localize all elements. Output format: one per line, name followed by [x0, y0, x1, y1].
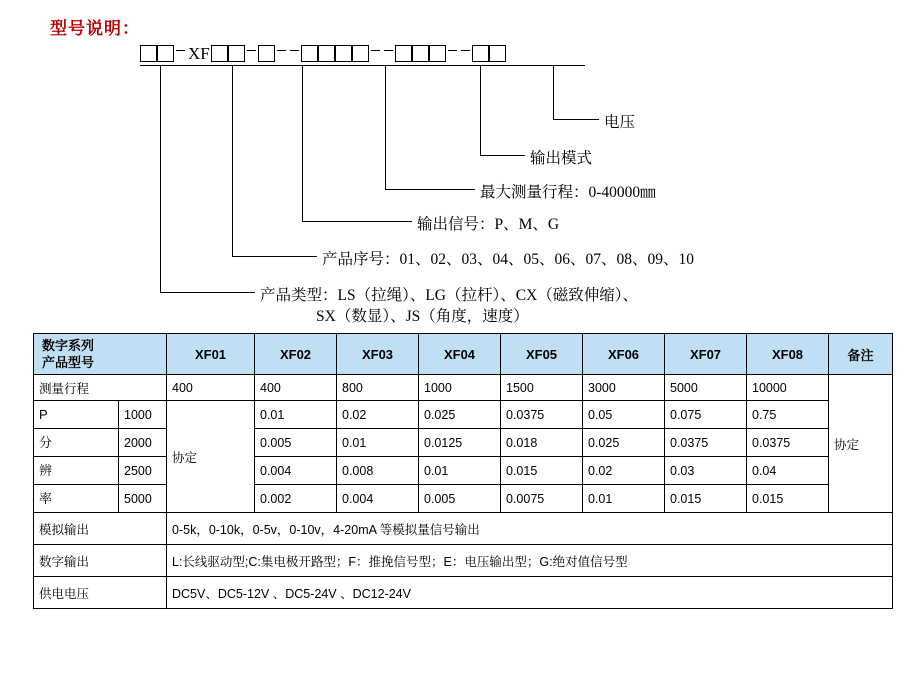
- leader-line-serial-horizontal: [232, 256, 317, 257]
- res2500-xf02: 0.004: [255, 457, 337, 485]
- res2500-xf05: 0.015: [501, 457, 583, 485]
- code-dash: [384, 50, 393, 51]
- table-row-digital-output: [34, 545, 893, 577]
- range-xf08: 10000: [747, 375, 829, 401]
- header-cell-xf04: XF04: [419, 334, 501, 375]
- code-box: [211, 45, 228, 62]
- range-xf01: 400: [167, 375, 255, 401]
- res2500-xf08: 0.04: [747, 457, 829, 485]
- page-title: 型号说明：: [50, 19, 140, 38]
- res2000-xf05: 0.018: [501, 429, 583, 457]
- res1000-xf02: 0.01: [255, 401, 337, 429]
- header-cell-xf03: XF03: [337, 334, 419, 375]
- annotation-max-range: 最大测量行程：0-40000㎜: [480, 184, 656, 201]
- range-xf07: 5000: [665, 375, 747, 401]
- table-row-resolution-2500: [34, 457, 893, 485]
- code-box: [335, 45, 352, 62]
- row-label-measuring-range: 测量行程: [34, 375, 167, 401]
- resolution-pulse-2000: 2000: [119, 429, 167, 457]
- header-cell-xf06: XF06: [583, 334, 665, 375]
- table-header-row: [34, 334, 893, 375]
- annotation-output-mode: 输出模式: [530, 150, 593, 167]
- spec-table: [33, 333, 893, 609]
- annotation-voltage: 电压: [604, 114, 636, 131]
- table-row-resolution-2000: [34, 429, 893, 457]
- model-code-underline: [140, 65, 585, 66]
- table-row-power-supply: [34, 577, 893, 609]
- res5000-xf06: 0.01: [583, 485, 665, 513]
- res1000-xf03: 0.02: [337, 401, 419, 429]
- res5000-xf08: 0.015: [747, 485, 829, 513]
- table-row-analog-output: [34, 513, 893, 545]
- power-supply-value: DC5V、DC5-12V 、DC5-24V 、DC12-24V: [167, 577, 893, 609]
- code-group-signal: [258, 45, 275, 62]
- leader-line-max-range-vertical: [385, 65, 386, 189]
- resolution-xf01-merged: 协定: [167, 401, 255, 513]
- header-cell-series: [34, 334, 167, 375]
- res2000-xf04: 0.0125: [419, 429, 501, 457]
- code-box: [395, 45, 412, 62]
- header-series-line2: 产品型号: [42, 355, 95, 370]
- resolution-label-char-fen: 分: [34, 429, 119, 457]
- res1000-xf07: 0.075: [665, 401, 747, 429]
- leader-line-output-mode-horizontal: [480, 155, 525, 156]
- code-dash: [290, 50, 299, 51]
- leader-line-type-horizontal: [160, 292, 255, 293]
- header-series-line1: 数字系列: [42, 338, 95, 353]
- annotation-product-serial: 产品序号：01、02、03、04、05、06、07、08、09、10: [322, 251, 695, 268]
- res1000-xf05: 0.0375: [501, 401, 583, 429]
- res5000-xf07: 0.015: [665, 485, 747, 513]
- range-xf03: 800: [337, 375, 419, 401]
- header-cell-xf08: XF08: [747, 334, 829, 375]
- code-box: [352, 45, 369, 62]
- leader-line-max-range-horizontal: [385, 189, 475, 190]
- code-xf-label: XF: [188, 43, 210, 63]
- res5000-xf05: 0.0075: [501, 485, 583, 513]
- code-group-type: [140, 45, 174, 62]
- resolution-label-char-lv: 率: [34, 485, 119, 513]
- table-row-resolution-5000: [34, 485, 893, 513]
- model-code-row: [140, 40, 506, 66]
- code-box: [412, 45, 429, 62]
- code-box: [429, 45, 446, 62]
- header-cell-note: 备注: [829, 334, 893, 375]
- res5000-xf02: 0.002: [255, 485, 337, 513]
- header-cell-xf02: XF02: [255, 334, 337, 375]
- analog-output-value: 0-5k，0-10k，0-5v，0-10v，4-20mA 等模拟量信号输出: [167, 513, 893, 545]
- code-dash: [461, 50, 470, 51]
- annotation-product-type-line1: 产品类型：LS（拉绳）、LG（拉杆）、CX（磁致伸缩）、: [260, 287, 639, 304]
- header-cell-xf05: XF05: [501, 334, 583, 375]
- res1000-xf08: 0.75: [747, 401, 829, 429]
- leader-line-output-signal-horizontal: [302, 221, 412, 222]
- resolution-label-char-bian: 辨: [34, 457, 119, 485]
- res2500-xf03: 0.008: [337, 457, 419, 485]
- resolution-pulse-5000: 5000: [119, 485, 167, 513]
- code-box: [157, 45, 174, 62]
- code-dash: [247, 50, 256, 51]
- resolution-pulse-2500: 2500: [119, 457, 167, 485]
- annotation-output-signal: 输出信号：P、M、G: [417, 216, 560, 233]
- code-dash: [448, 50, 457, 51]
- code-box: [472, 45, 489, 62]
- res1000-xf06: 0.05: [583, 401, 665, 429]
- header-cell-xf07: XF07: [665, 334, 747, 375]
- row-label-power-supply: 供电电压: [34, 577, 167, 609]
- digital-output-value: L:长线驱动型;C:集电极开路型；F：推挽信号型；E：电压输出型；G:绝对值信号型: [167, 545, 893, 577]
- code-box: [318, 45, 335, 62]
- res2500-xf04: 0.01: [419, 457, 501, 485]
- res5000-xf04: 0.005: [419, 485, 501, 513]
- code-box: [228, 45, 245, 62]
- code-dash: [371, 50, 380, 51]
- res2000-xf06: 0.025: [583, 429, 665, 457]
- res2000-xf07: 0.0375: [665, 429, 747, 457]
- range-xf06: 3000: [583, 375, 665, 401]
- res1000-xf04: 0.025: [419, 401, 501, 429]
- leader-line-type-vertical: [160, 65, 161, 292]
- res2000-xf03: 0.01: [337, 429, 419, 457]
- code-box: [301, 45, 318, 62]
- code-box: [140, 45, 157, 62]
- range-xf02: 400: [255, 375, 337, 401]
- res2000-xf08: 0.0375: [747, 429, 829, 457]
- code-group-serial: [211, 45, 245, 62]
- annotation-product-type-line2: SX（数显）、JS（角度，速度）: [316, 308, 529, 325]
- leader-line-voltage-vertical: [553, 65, 554, 119]
- code-dash: [176, 50, 185, 51]
- code-box: [258, 45, 275, 62]
- row-label-analog-output: 模拟输出: [34, 513, 167, 545]
- table-row-measuring-range: [34, 375, 893, 401]
- range-xf04: 1000: [419, 375, 501, 401]
- range-xf05: 1500: [501, 375, 583, 401]
- code-group-voltage: [472, 45, 506, 62]
- resolution-side-note: 协定: [829, 375, 893, 513]
- res2500-xf07: 0.03: [665, 457, 747, 485]
- code-box: [489, 45, 506, 62]
- code-dash: [277, 50, 286, 51]
- header-cell-xf01: XF01: [167, 334, 255, 375]
- code-group-range: [301, 45, 369, 62]
- row-label-digital-output: 数字输出: [34, 545, 167, 577]
- resolution-pulse-1000: 1000: [119, 401, 167, 429]
- leader-line-output-signal-vertical: [302, 65, 303, 221]
- leader-line-output-mode-vertical: [480, 65, 481, 155]
- res5000-xf03: 0.004: [337, 485, 419, 513]
- res2500-xf06: 0.02: [583, 457, 665, 485]
- table-row-resolution-1000: [34, 401, 893, 429]
- resolution-label-char-p: P: [34, 401, 119, 429]
- leader-line-voltage-horizontal: [553, 119, 599, 120]
- res2000-xf02: 0.005: [255, 429, 337, 457]
- code-group-output-mode: [395, 45, 446, 62]
- leader-line-serial-vertical: [232, 65, 233, 256]
